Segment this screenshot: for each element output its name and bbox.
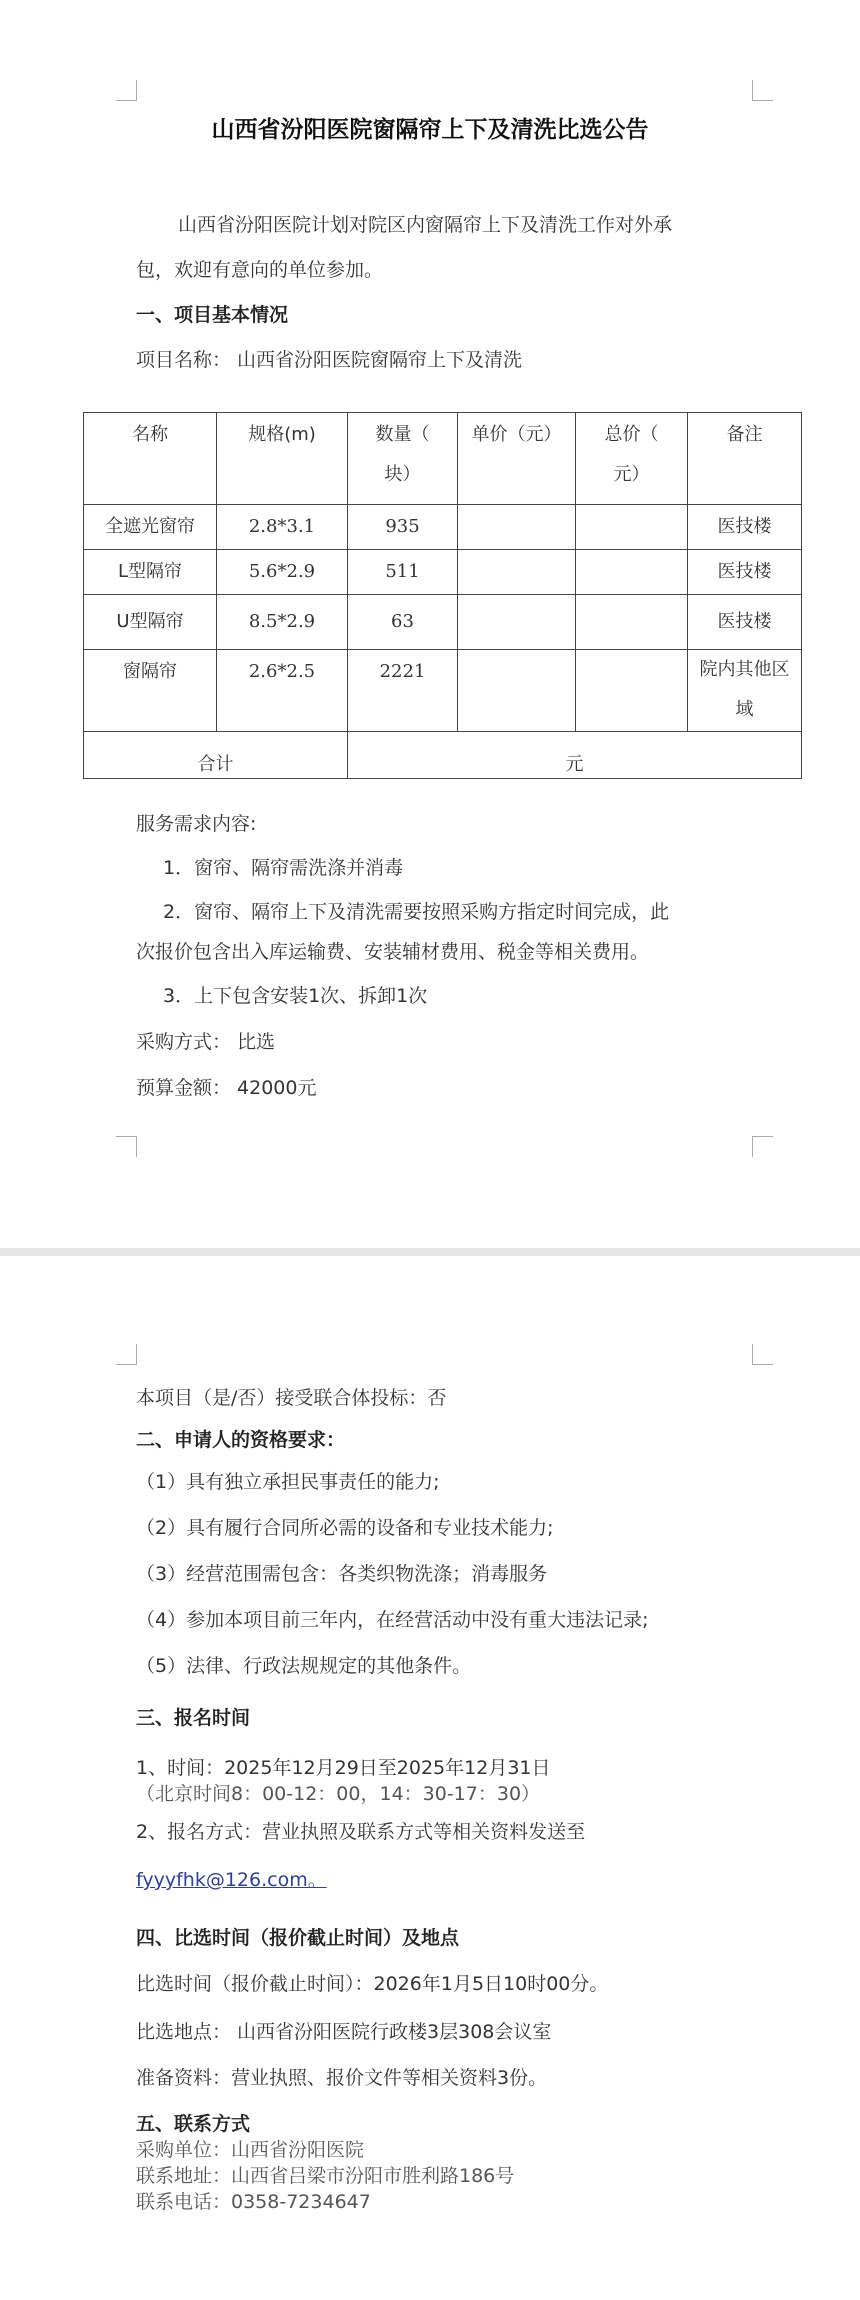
qualification-item: （4）参加本项目前三年内，在经营活动中没有重大违法记录; [136,1609,649,1631]
table-row [84,595,802,650]
contact-phone: 联系电话：0358-7234647 [136,2191,371,2213]
cell-remark: 医技楼 [717,516,772,537]
email-link-wrap [136,1868,327,1892]
service-item: 3．上下包含安装1次、拆卸1次 [163,985,428,1007]
cell-remark: 医技楼 [717,611,772,632]
project-name: 项目名称： 山西省汾阳医院窗隔帘上下及清洗 [136,349,523,371]
registration-method: 2、报名方式：营业执照及联系方式等相关资料发送至 [136,1821,586,1843]
header-spec: 规格(m) [217,413,348,505]
cell-unit-price [458,595,576,650]
header-unit-price: 单价（元） [458,413,576,505]
registration-hours: （北京时间8：00-12：00，14：30-17：30） [136,1783,541,1805]
cell-remark: 域 [735,699,754,720]
header-remark: 备注 [688,413,802,505]
items-table [83,412,802,779]
budget-amount: 预算金额： 42000元 [136,1077,317,1099]
crop-mark [752,1136,773,1157]
service-heading: 服务需求内容: [136,813,257,835]
selection-place: 比选地点： 山西省汾阳医院行政楼3层308会议室 [136,2021,552,2043]
crop-mark [752,80,773,101]
header-total: 总价（ 元） [576,413,688,505]
cell-qty: 63 [391,611,414,632]
section5-heading: 五、联系方式 [136,2113,251,2135]
service-item: 1．窗帘、隔帘需洗涤并消毒 [163,857,404,879]
header-qty: 数量（ 块） [348,413,458,505]
cell-qty: 2221 [379,661,426,682]
qualification-item: （2）具有履行合同所必需的设备和专业技术能力; [136,1517,554,1539]
service-item: 2．窗帘、隔帘上下及清洗需要按照采购方指定时间完成，此 [163,901,670,923]
required-materials: 准备资料：营业执照、报价文件等相关资料3份。 [136,2067,548,2089]
crop-mark [116,1136,137,1157]
selection-time: 比选时间（报价截止时间）：2026年1月5日10时00分。 [136,1973,609,1995]
cell-qty: 935 [385,516,420,537]
section3-heading: 三、报名时间 [136,1707,251,1729]
cell-name: 全遮光窗帘 [105,516,195,537]
cell-total [576,550,688,595]
cell-spec: 8.5*2.9 [248,611,316,632]
section2-heading: 二、申请人的资格要求： [136,1429,346,1451]
cell-spec: 5.6*2.9 [248,561,316,582]
cell-unit-price [458,505,576,550]
cell-spec: 2.6*2.5 [248,661,316,682]
purchase-method: 采购方式： 比选 [136,1031,276,1053]
qualification-item: （5）法律、行政法规规定的其他条件。 [136,1655,472,1677]
total-unit: 元 [565,754,584,775]
table-row [84,650,802,732]
cell-remark: 院内其他区 [699,659,790,680]
joint-bid-note: 本项目（是/否）接受联合体投标：否 [136,1387,447,1409]
qualification-item: （3）经营范围需包含：各类织物洗涤；消毒服务 [136,1563,548,1585]
total-label: 合计 [197,754,234,775]
table-row [84,505,802,550]
page-separator [0,1248,860,1256]
table-header-row [84,413,802,505]
table-total-row [84,732,802,779]
table-row [84,550,802,595]
cell-remark: 医技楼 [717,561,772,582]
cell-total [576,650,688,732]
crop-mark [752,1344,773,1365]
cell-name: L型隔帘 [117,561,183,582]
intro-paragraph-line: 包，欢迎有意向的单位参加。 [136,259,384,281]
qualification-item: （1）具有独立承担民事责任的能力; [136,1471,440,1493]
header-name: 名称 [84,413,217,505]
cell-total [576,505,688,550]
intro-paragraph-line: 山西省汾阳医院计划对院区内窗隔帘上下及清洗工作对外承 [178,214,673,236]
contact-address: 联系地址：山西省吕梁市汾阳市胜利路186号 [136,2165,515,2187]
service-item: 次报价包含出入库运输费、安装辅材费用、税金等相关费用。 [136,941,650,963]
crop-mark [116,1344,137,1365]
crop-mark [116,80,137,101]
cell-spec: 2.8*3.1 [248,516,316,537]
registration-time: 1、时间：2025年12月29日至2025年12月31日 [136,1757,551,1779]
cell-total [576,595,688,650]
section4-heading: 四、比选时间（报价截止时间）及地点 [136,1927,460,1949]
cell-unit-price [458,550,576,595]
cell-unit-price [458,650,576,732]
contact-unit: 采购单位：山西省汾阳医院 [136,2139,365,2161]
document-title: 山西省汾阳医院窗隔帘上下及清洗比选公告 [211,117,649,143]
cell-qty: 511 [385,561,420,582]
section1-heading: 一、项目基本情况 [136,304,289,326]
cell-name: U型隔帘 [116,611,184,632]
cell-name: 窗隔帘 [123,661,177,682]
document-page-2 [0,1256,860,2300]
email-link[interactable]: fyyyfhk@126.com。 [136,1869,327,1891]
